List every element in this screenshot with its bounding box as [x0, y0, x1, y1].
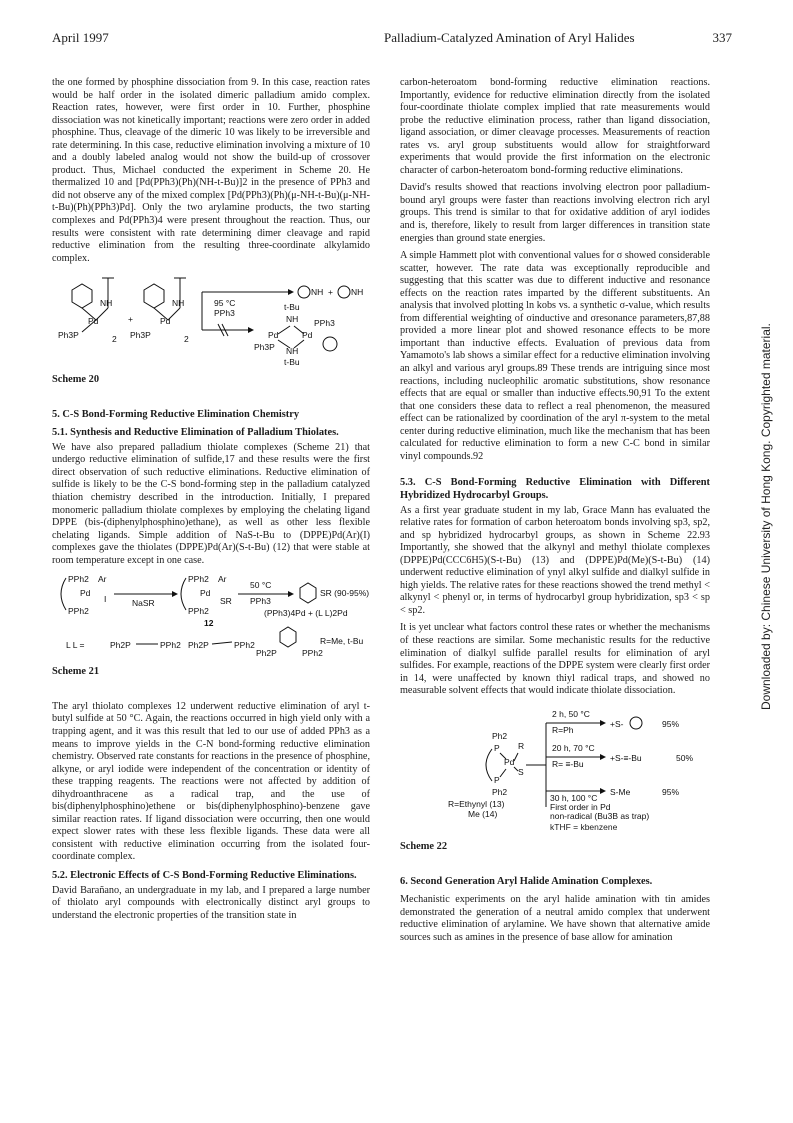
scheme22-note-1: First order in Pd — [550, 801, 611, 812]
left-paragraph-1: the one formed by phosphine dissociation from 9. In this case, reaction rates would be half order in the isolated dimeric palladium amido complex. Reaction rates, however, were first order in 10. Further, phosphine dissociation was not kinetically important; reactions were zero order in added phosphine. Thus, cleavage of the dimeric 10 was likely to be irreversible and rate determining. In this case, reductive elimination involving a mixture of 10 and a doubly labeled analog would not show the build-up of crossover product. Thus, Michael conducted the experiment in Scheme 20. He thermalized 10 and [Pd(PPh3)(Ph)(NH-t-Bu)]2 in the presence of PPh3 and did not observe any of the mixed complex [Pd(PPh3)(Ph)(μ-NH-t-Bu)(μ-NH-t-Bu)(Ph)(PPh3)Pd]. Only the two arylamine products, the two starting complexes and Pd(PPh3)4 were present throughout the reaction. Thus, our results were consistent with rate determining dimer cleavage and rapid reductive elimination from the resulting three-coordinate alkylamido complex. — [52, 77, 370, 264]
right-column — [400, 77, 710, 950]
left-column — [52, 77, 370, 927]
scheme-22-figure — [400, 703, 710, 834]
scheme21-ar-c: Ar — [218, 574, 227, 585]
scheme20-nh-top: NH — [286, 314, 299, 325]
scheme21-pph2-d: PPh2 — [188, 606, 209, 617]
page-header — [52, 30, 732, 50]
scheme20-nh-bottom: NH — [286, 346, 299, 357]
header-page-number: 337 — [712, 30, 732, 45]
scheme22-cond1-top: 2 h, 50 °C — [552, 708, 590, 719]
scheme21-pph3: PPh3 — [250, 596, 271, 607]
scheme22-product-2: +S-≡-Bu — [610, 752, 642, 763]
scheme21-sr-yield: SR (90-95%) — [320, 588, 370, 599]
scheme20-product-2: NH — [351, 287, 364, 298]
scheme20-pd-mid: Pd — [160, 316, 171, 327]
right-paragraph-2: David's results showed that reactions involving electron poor palladium-bound aryl groups were faster than reactions involving electron rich aryl groups. This trend is similar to that for oxidative addition of aryl iodides and is, therefore, likely to result from larger differences in transition state energies than ground state energies. — [400, 182, 710, 244]
scheme21-lig2b: PPh2 — [234, 640, 255, 651]
right-paragraph-5: It is yet unclear what factors control these rates or whether the mechanisms of these reactions are similar. Some mechanistic results for the reductive elimination of dialkyl sulfide parallel results for elimination of aryl sulfides. For example, reactions of the DPPE system were clearly first order in 14, were unaffected by known thiyl radical traps, and showed no measurable solvent effects that would indicate thiolate dissociation. — [400, 622, 710, 697]
scheme21-lig2a: Ph2P — [188, 640, 209, 651]
scheme20-ligand-left: Ph3P — [58, 330, 79, 341]
scheme22-ph2-bottom: Ph2 — [492, 786, 508, 797]
scheme21-pph2-c: PPh2 — [188, 574, 209, 585]
scheme20-conditions-bottom: PPh3 — [214, 308, 235, 319]
scheme22-cond2-top: 20 h, 70 °C — [552, 742, 595, 753]
scheme-20-svg — [52, 270, 370, 370]
scheme21-ar-a: Ar — [98, 574, 107, 585]
scheme-22-label: Scheme 22 — [400, 841, 448, 853]
scheme20-tbu-bottom: t-Bu — [284, 357, 300, 368]
scheme22-ph2-top: Ph2 — [492, 730, 508, 741]
scheme20-pd-dimer-left: Pd — [268, 330, 279, 341]
scheme22-r: R — [518, 740, 525, 751]
scheme22-rdef-2: Me (14) — [468, 808, 498, 819]
download-watermark: Downloaded by: Chinese University of Hong Kong. Copyrighted material. — [759, 323, 773, 710]
scheme22-plus-s: +S- — [610, 718, 624, 729]
section-5-2-title: 5.2. Electronic Effects of C-S Bond-Forming Reductive Eliminations. — [52, 869, 357, 881]
scheme20-plus-1: + — [128, 314, 133, 325]
scheme20-ph3p-bottom: Ph3P — [254, 342, 275, 353]
scheme20-pd-dimer-right: Pd — [302, 330, 313, 341]
scheme21-lig1a: Ph2P — [110, 640, 131, 651]
scheme21-pd-product: (PPh3)4Pd + (L L)2Pd — [264, 608, 348, 619]
section-5-1-title: 5.1. Synthesis and Reductive Elimination of Palladium Thiolates. — [52, 427, 339, 439]
scheme20-subscript-b: 2 — [184, 334, 189, 345]
scheme20-subscript-a: 2 — [112, 334, 117, 345]
scheme22-rdef-1: R=Ethynyl (13) — [448, 798, 505, 809]
scheme22-cond2-bottom: R= ≡-Bu — [552, 758, 584, 769]
scheme21-pd-a: Pd — [80, 588, 91, 599]
right-paragraph-3: A simple Hammett plot with conventional values for σ showed considerable scatter, however. The rate data was exceptionally reproducible and suggesting that this scatter was due to different inductive and resonance effects on the reaction rates imparted by the different substituents. An analysis that involved plotting ln kobs vs. a synthetic σ-value, which results from differential weighting of σinductive and σresonance parameters,87,88 provided a more linear plot and showed resonance effects to be more important than inductive effects. Evaluation of previous data from Yamamoto's lab shows a similar effect for a reductive elimination involving an alkyl and various aryl groups.89 These trends are intriguing since most reactions, including nucleophilic aromatic substitutions, show resonance effects that are equal or smaller than inductive effects.90,91 To the extent that one considers these data to reflect a real phenomenon, the measured effect can be rationalized by coordination of the aryl π-system to the metal center during reductive elimination, much like the mechanism that has been calculated for reductive elimination to form a new C-C bond in similar vinyl compounds.92 — [400, 250, 710, 462]
right-paragraph-4: As a first year graduate student in my lab, Grace Mann has evaluated the relative rates for formation of carbon heteroatom bonds involving sp3, sp2, and sp hybridized hydrocarbyl groups, as shown in Scheme 22.93 Importantly, she showed that the alkynyl and methyl thiolate complexes (DPPE)Pd(CCC6H5)(S-t-Bu) (13) and (DPPE)Pd(Me)(S-t-Bu) (14) underwent reductive elimination of ynyl alkyl sulfide and dialkyl sulfide in high yields. The relative rates for these reactions showed the trend methyl < alkynyl < phenyl or, in terms of hydrocarbyl group hybridization, sp3 < sp < sp2. — [400, 504, 710, 616]
scheme21-pd-c: Pd — [200, 588, 211, 599]
scheme22-yield-1: 95% — [662, 718, 680, 729]
left-paragraph-4: David Barañano, an undergraduate in my lab, and I prepared a large number of thiolato aryl compounds with electronically distinct aryl groups to understand the electronic properties of the transition state in — [52, 884, 370, 921]
scheme22-product-3: S-Me — [610, 786, 631, 797]
scheme21-lig1b: PPh2 — [160, 640, 181, 651]
scheme22-cond1-bottom: R=Ph — [552, 724, 574, 735]
scheme22-yield-2: 50% — [676, 752, 694, 763]
scheme21-compound-12: 12 — [204, 618, 214, 629]
scheme20-product-1: NH — [311, 287, 324, 298]
scheme21-pph2-b: PPh2 — [68, 606, 89, 617]
scheme22-p-top: P — [494, 742, 500, 753]
scheme22-cond3-top: 30 h, 100 °C — [550, 792, 598, 803]
scheme-22-svg — [400, 703, 710, 823]
header-running-title: Palladium-Catalyzed Amination of Aryl Halides — [384, 30, 635, 45]
left-paragraph-3: The aryl thiolato complexes 12 underwent reductive elimination of aryl t-butyl sulfide at 50 °C. Again, the reactions occurred in high yield only with a trapping agent, and it was this result that led to our use of added PPh3 as a means to improve yields in the C-N bond-forming reductive elimination chemistry. Observed rate constants for reactions in the presence of phosphine, alkyne, or aryl iodide were independent of the concentration or identity of these trapping reagents. The reactions were not affected by addition of dihydroanthracene as a radical trap, and the use of bis(diphenylphosphino)ethene or bis(diphenylphosphino)-benzene gave similar reaction rates. If ligand dissociation were occurring, then one would expect slower rates with these less flexible ligands. These data were all consistent with reductive elimination occurring from the isolated four-coordinate complex. — [52, 700, 370, 863]
right-paragraph-6: Mechanistic experiments on the aryl halide amination with tin amides demonstrated the generation of a neutral amido complex that underwent reductive elimination of arylamine. We have shown that alternative amide sources such as amines in the presence of base allow for amination — [400, 894, 710, 943]
right-paragraph-1: carbon-heteroatom bond-forming reductive elimination reactions. Importantly, evidence for reductive elimination directly from the isolated four-coordinate thiolate complex implied that rate measurements would probe the reductive elimination process, rather than ligand dissociation, ligand association, or dimer cleavage processes. Measurements of reaction rates vs. aryl group substituents would allow for straightforward experiments that would provide the first information on the electronic character of carbon-heteroatom bond-forming reductive eliminations. — [400, 77, 710, 176]
scheme21-temp: 50 °C — [250, 580, 272, 591]
scheme22-pd: Pd — [504, 756, 515, 767]
scheme20-amine-mid: NH — [172, 298, 185, 309]
scheme21-i-a: I — [104, 594, 107, 605]
scheme21-nasr: NaSR — [132, 598, 155, 609]
scheme20-pd-left: Pd — [88, 316, 99, 327]
scheme-21-figure — [52, 572, 370, 662]
scheme22-note-2: non-radical (Bu3B as trap) — [550, 810, 650, 821]
scheme21-pph2-a: PPh2 — [68, 574, 89, 585]
scheme22-s: S — [518, 766, 524, 777]
section-5-3-title: 5.3. C-S Bond-Forming Reductive Elimination with Different Hybridized Hydrocarbyl Groups. — [400, 477, 710, 501]
scheme20-plus-2: + — [328, 287, 333, 298]
scheme-21-svg — [52, 572, 370, 662]
scheme20-pph3-right: PPh3 — [314, 318, 335, 329]
scheme20-tbu-top: t-Bu — [284, 302, 300, 313]
section-5-title: 5. C-S Bond-Forming Reductive Elimination Chemistry — [52, 408, 300, 420]
scheme20-conditions-top: 95 °C — [214, 298, 236, 309]
scheme22-p-bottom: P — [494, 774, 500, 785]
scheme-21-label: Scheme 21 — [52, 666, 100, 678]
scheme20-ligand-mid: Ph3P — [130, 330, 151, 341]
scheme21-sr-c: SR — [220, 596, 232, 607]
scheme-20-label: Scheme 20 — [52, 374, 100, 386]
scheme21-lig3a: Ph2P — [256, 648, 277, 659]
scheme22-note-3: kTHF = kbenzene — [550, 821, 618, 832]
scheme21-ll-def: L L = — [66, 640, 85, 651]
section-6-title: 6. Second Generation Aryl Halide Amination Complexes. — [400, 875, 653, 887]
left-paragraph-2: We have also prepared palladium thiolate complexes (Scheme 21) that undergo reductive elimination of sulfide,17 and these results were the first direct observation of such reductive eliminations. Reductive elimination of sulfide is likely to be the C-S bond-forming step in the palladium catalyzed thiation chemistry described in the introduction. Initially, I prepared monomeric palladium thiolate complexes by employing the chelating ligand DPPE (bis-(diphenylphosphino)ethane), as well as other less flexible chelating ligands. Simple addition of NaS-t-Bu to (DPPE)Pd(Ar)(I) complexes gave the thiolates (DPPE)Pd(Ar)(S-t-Bu) (12) that were stable at room temperature except in one case. — [52, 441, 370, 566]
header-date: April 1997 — [52, 30, 109, 45]
scheme22-yield-3: 95% — [662, 786, 680, 797]
scheme21-lig3b: PPh2 — [302, 648, 323, 659]
scheme-20-figure — [52, 270, 370, 370]
scheme20-amine-left: NH — [100, 298, 113, 309]
scheme21-rdef: R=Me, t-Bu — [320, 636, 364, 647]
